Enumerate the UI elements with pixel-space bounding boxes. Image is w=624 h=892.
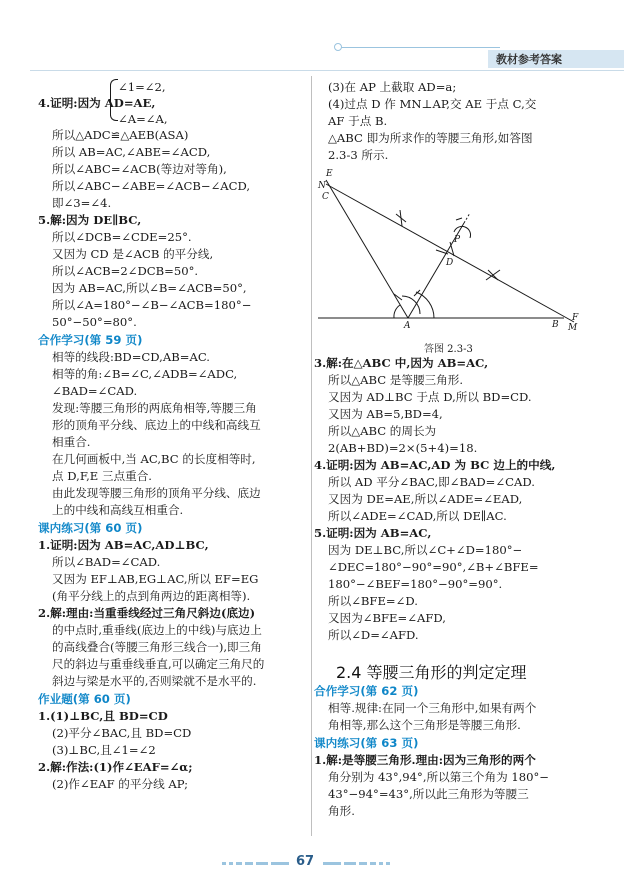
text-line: 在几何画板中,当 AC,BC 的长度相等时, xyxy=(52,452,256,466)
text-line: 相等的线段:BD=CD,AB=AC. xyxy=(52,350,210,364)
label-a: A xyxy=(404,321,411,331)
text-line: 所以 AB=AC,∠ABE=∠ACD, xyxy=(52,145,211,159)
label-e: E xyxy=(326,169,333,179)
text-line: 所以∠DCB=∠CDE=25°. xyxy=(52,230,192,244)
text-line: 相等的角:∠B=∠C,∠ADB=∠ADC, xyxy=(52,367,238,381)
header-title: 教材参考答案 xyxy=(496,53,562,66)
text-line: 2.3-3 所示. xyxy=(328,148,389,162)
text-line: △ABC 即为所求作的等腰三角形,如答图 xyxy=(328,131,533,145)
text-line: 又因为 EF⊥AB,EG⊥AC,所以 EF=EG xyxy=(52,572,259,586)
ray-ae xyxy=(326,180,408,318)
text-line: 所以∠D=∠AFD. xyxy=(328,628,419,642)
angle-arc xyxy=(394,305,400,318)
text-line: 所以∠BFE=∠D. xyxy=(328,594,418,608)
line-mn xyxy=(326,184,574,322)
tick-mark xyxy=(486,270,500,280)
text-line: 2.解:作法:(1)作∠EAF=∠α; xyxy=(38,760,193,774)
text-line: (2)平分∠BAC,且 BD=CD xyxy=(52,726,192,740)
angle-arc-inner xyxy=(402,296,420,314)
text-line: 1.(1)⊥BC,且 BD=CD xyxy=(38,709,168,723)
text-line: 所以 AD 平分∠BAC,即∠BAD=∠CAD. xyxy=(328,475,535,489)
text-line: 43°−94°=43°,所以此三角形为等腰三 xyxy=(328,787,529,801)
section-heading: 课内练习(第 63 页) xyxy=(314,736,419,750)
text-line: 所以∠ADE=∠CAD,所以 DE∥AC. xyxy=(328,509,507,523)
text-line: 又因为∠BFE=∠AFD, xyxy=(328,611,446,625)
column-divider xyxy=(311,76,312,836)
text-line: 又因为 DE=AE,所以∠ADE=∠EAD, xyxy=(328,492,523,506)
text-line: (3)⊥BC,且∠1=∠2 xyxy=(52,743,156,757)
text-line: 角分别为 43°,94°,所以第三个角为 180°− xyxy=(328,770,550,784)
header-line xyxy=(340,47,500,48)
text-line: 所以∠A=180°−∠B−∠ACB=180°− xyxy=(52,298,252,312)
text-line: AF 于点 B. xyxy=(328,114,388,128)
text-line: 点 D,F,E 三点重合. xyxy=(52,469,152,483)
text-line: 所以∠ABC−∠ABE=∠ACB−∠ACD, xyxy=(52,179,251,193)
text-line: 即∠3=∠4. xyxy=(52,196,112,210)
text-line: 1.解:是等腰三角形.理由:因为三角形的两个 xyxy=(314,753,536,767)
text-line: (角平分线上的点到角两边的距离相等). xyxy=(52,589,251,603)
text-line: 由此发现等腰三角形的顶角平分线、底边 xyxy=(52,486,261,500)
text-line: ∠1=∠2, xyxy=(118,80,166,94)
text-line: 角相等,那么这个三角形是等腰三角形. xyxy=(328,718,521,732)
page-deco-right xyxy=(320,861,390,866)
text-line: 5.解:因为 DE∥BC, xyxy=(38,213,142,227)
text-line: 所以∠BAD=∠CAD. xyxy=(52,555,161,569)
label-m: M xyxy=(568,323,578,333)
text-line: 2(AB+BD)=2×(5+4)=18. xyxy=(328,441,478,455)
text-line: 4.证明:因为 AD=AE, xyxy=(38,96,156,110)
text-line: 相重合. xyxy=(52,435,91,449)
section-heading: 作业题(第 60 页) xyxy=(38,692,131,706)
text-line: 2.解:理由:当重垂线经过三角尺斜边(底边) xyxy=(38,606,256,620)
bisector-ext xyxy=(464,213,470,223)
text-line: 又因为 AB=5,BD=4, xyxy=(328,407,443,421)
text-line: 的中点时,重垂线(底边上的中线)与底边上 xyxy=(52,623,262,637)
text-line: 5.证明:因为 AB=AC, xyxy=(314,526,432,540)
label-p: P xyxy=(454,235,461,245)
text-line: 因为 AB=AC,所以∠B=∠ACB=50°, xyxy=(52,281,247,295)
text-line: ∠A=∠A, xyxy=(118,112,168,126)
text-line: 所以△ABC 的周长为 xyxy=(328,424,437,438)
text-line: 角形. xyxy=(328,804,355,818)
text-line: 的高线叠合(等腰三角形三线合一),即三角 xyxy=(52,640,262,654)
text-line: 所以∠ABC=∠ACB(等边对等角), xyxy=(52,162,227,176)
label-f: F xyxy=(572,313,579,323)
page-deco-left xyxy=(222,861,292,866)
text-line: (2)作∠EAF 的平分线 AP; xyxy=(52,777,189,791)
text-line: 4.证明:因为 AB=AC,AD 为 BC 边上的中线, xyxy=(314,458,556,472)
text-line: 50°−50°=80°. xyxy=(52,315,137,329)
text-line: 1.证明:因为 AB=AC,AD⊥BC, xyxy=(38,538,209,552)
text-line: 又因为 CD 是∠ACB 的平分线, xyxy=(52,247,214,261)
text-line: 所以△ABC 是等腰三角形. xyxy=(328,373,464,387)
text-line: (4)过点 D 作 MN⊥AP,交 AE 于点 C,交 xyxy=(328,97,537,111)
text-line: 3.解:在△ABC 中,因为 AB=AC, xyxy=(314,356,489,370)
text-line: 所以∠ACB=2∠DCB=50°. xyxy=(52,264,199,278)
text-line: 上的中线和高线互相重合. xyxy=(52,503,184,517)
text-line: ∠BAD=∠CAD. xyxy=(52,384,138,398)
section-heading: 合作学习(第 62 页) xyxy=(314,684,419,698)
text-line: 相等.规律:在同一个三角形中,如果有两个 xyxy=(328,701,537,715)
text-line: 所以△ADC≌△AEB(ASA) xyxy=(52,128,189,142)
text-line: 因为 DE⊥BC,所以∠C+∠D=180°− xyxy=(328,543,523,557)
section-title: 2.4 等腰三角形的判定定理 xyxy=(336,663,527,682)
header-rule xyxy=(30,70,624,71)
text-line: 形的顶角平分线、底边上的中线和高线互 xyxy=(52,418,261,432)
label-d: D xyxy=(446,258,454,268)
text-line: 180°−∠BEF=180°−90°=90°. xyxy=(328,577,503,591)
text-line: 发现:等腰三角形的两底角相等,等腰三角 xyxy=(52,401,257,415)
text-line: 又因为 AD⊥BC 于点 D,所以 BD=CD. xyxy=(328,390,532,404)
label-n: N xyxy=(318,181,326,191)
text-line: 尺的斜边与重垂线垂直,可以确定三角尺的 xyxy=(52,657,265,671)
section-heading: 课内练习(第 60 页) xyxy=(38,521,143,535)
construction-figure xyxy=(316,168,586,338)
header-dot xyxy=(334,43,342,51)
text-line: 斜边与梁是水平的,否则梁就不是水平的. xyxy=(52,674,257,688)
arc-a xyxy=(416,292,434,318)
label-b: B xyxy=(552,320,559,330)
figure-caption: 答图 2.3-3 xyxy=(424,344,473,355)
text-line: (3)在 AP 上截取 AD=a; xyxy=(328,80,457,94)
tick-mark xyxy=(456,218,462,220)
text-line: ∠DEC=180°−90°=90°,∠B+∠BFE= xyxy=(328,560,539,574)
section-heading: 合作学习(第 59 页) xyxy=(38,333,143,347)
page-number: 67 xyxy=(296,854,315,869)
label-c: C xyxy=(322,192,329,202)
